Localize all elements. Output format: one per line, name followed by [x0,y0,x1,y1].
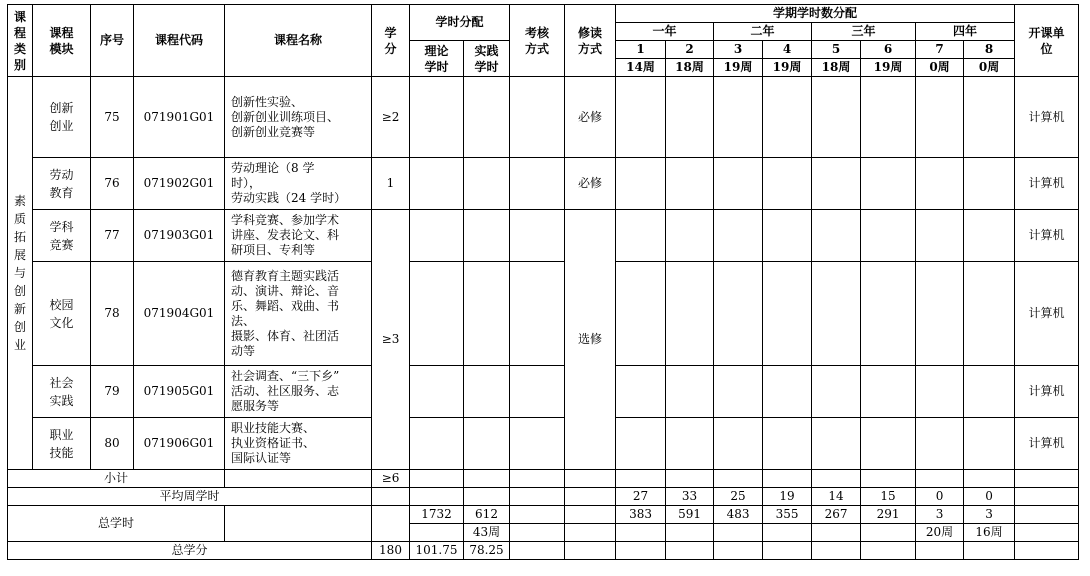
practice-hours-cell [464,418,510,470]
semester-hours-cell [616,418,666,470]
total-credit-value: 180 [372,542,410,560]
curriculum-table [7,4,1079,560]
seq-cell: 75 [91,77,134,158]
header-semester-dist: 学期学时数分配 [616,5,1015,23]
semester-hours-cell [763,77,812,158]
total-credit-empty-cell [565,542,616,560]
avg-weekly-value: 25 [714,488,763,506]
header-hours-dist: 学时分配 [410,5,510,41]
course-name-line: 时）， [231,176,262,190]
header-semester-8: 8 [964,41,1015,59]
semester-hours-cell [861,418,916,470]
total-credit-empty-cell [861,542,916,560]
total-weeks-value [616,524,666,542]
header-weeks-8: 0周 [964,59,1015,77]
semester-hours-cell [714,77,763,158]
theory-hours-cell [410,77,464,158]
dept-cell: 计算机 [1015,77,1079,158]
total-hours-value: 483 [714,506,763,524]
semester-hours-cell [763,158,812,210]
avg-weekly-empty-cell [372,488,410,506]
practice-hours-cell [464,262,510,366]
course-row [8,366,1079,418]
semester-hours-cell [964,262,1015,366]
semester-hours-cell [666,418,714,470]
semester-hours-cell [812,366,861,418]
practice-hours-cell [464,366,510,418]
semester-hours-cell [861,158,916,210]
semester-hours-cell [666,262,714,366]
seq-cell: 76 [91,158,134,210]
assessment-cell [510,418,565,470]
header-year-3: 三年 [812,23,916,41]
module-cell: 社会实践 [33,366,91,418]
header-weeks-5: 18周 [812,59,861,77]
subtotal-empty-cell [616,470,666,488]
header-semester-7: 7 [916,41,964,59]
header-practice-hours: 实践学时 [464,41,510,77]
total-hours-value: 267 [812,506,861,524]
total-practice-weeks: 43周 [464,524,510,542]
dept-cell: 计算机 [1015,366,1079,418]
module-cell: 校园文化 [33,262,91,366]
semester-hours-cell [964,418,1015,470]
code-cell: 071902G01 [134,158,225,210]
subtotal-empty-cell [964,470,1015,488]
subtotal-empty-cell [410,470,464,488]
avg-weekly-value: 33 [666,488,714,506]
seq-cell: 79 [91,366,134,418]
seq-cell: 77 [91,210,134,262]
total-credit-empty-cell [964,542,1015,560]
header-code: 课程代码 [134,5,225,77]
course-name-line: 动等 [231,343,256,358]
header-semester-6: 6 [861,41,916,59]
header-category: 课程类别 [8,5,33,77]
semester-hours-cell [812,262,861,366]
total-hours-value: 383 [616,506,666,524]
code-cell: 071905G01 [134,366,225,418]
course-name-line: 学科竞赛、参加学术 [231,213,340,227]
total-hours-dept-cell [1015,506,1079,524]
semester-hours-cell [916,262,964,366]
course-name-cell [225,210,372,262]
avg-weekly-value: 19 [763,488,812,506]
header-dept: 开课单位 [1015,5,1079,77]
header-semester-4: 4 [763,41,812,59]
avg-weekly-value: 27 [616,488,666,506]
total-hours-empty-cell [510,524,565,542]
total-credit-empty-cell [616,542,666,560]
header-weeks-3: 19周 [714,59,763,77]
semester-hours-cell [763,366,812,418]
practice-hours-cell [464,210,510,262]
course-name-cell [225,262,372,366]
semester-hours-cell [666,366,714,418]
course-name-line: 执业资格证书、 [231,436,316,450]
course-name-cell [225,77,372,158]
total-weeks-value: 16周 [964,524,1015,542]
dept-cell: 计算机 [1015,158,1079,210]
course-name-line: 动、演讲、辩论、音 [231,283,340,298]
subtotal-empty-cell [714,470,763,488]
assessment-cell [510,77,565,158]
header-weeks-7: 0周 [916,59,964,77]
assessment-cell [510,210,565,262]
total-weeks-value [861,524,916,542]
header-assessment: 考核方式 [510,5,565,77]
module-cell: 劳动教育 [33,158,91,210]
header-credit: 学分 [372,5,410,77]
header-weeks-4: 19周 [763,59,812,77]
header-semester-5: 5 [812,41,861,59]
seq-cell: 80 [91,418,134,470]
semester-hours-cell [916,418,964,470]
course-row [8,262,1079,366]
total-hours-value: 591 [666,506,714,524]
course-name-line: 创新创业竞赛等 [231,124,316,139]
semester-hours-cell [861,366,916,418]
total-hours-dept-cell [1015,524,1079,542]
study-mode-cell: 必修 [565,158,616,210]
subtotal-empty-cell [510,470,565,488]
avg-weekly-value: 14 [812,488,861,506]
avg-weekly-empty-cell [510,488,565,506]
theory-hours-cell [410,262,464,366]
semester-hours-cell [666,210,714,262]
total-weeks-value [666,524,714,542]
semester-hours-cell [616,366,666,418]
subtotal-empty-cell [1015,470,1079,488]
subtotal-empty-cell [666,470,714,488]
semester-hours-cell [861,210,916,262]
total-weeks-value [714,524,763,542]
curriculum-table-wrapper [7,4,1079,560]
course-name-line: 职业技能大赛、 [231,421,316,435]
semester-hours-cell [714,418,763,470]
header-semester-3: 3 [714,41,763,59]
total-credit-empty-cell [1015,542,1079,560]
subtotal-empty-cell [763,470,812,488]
avg-weekly-empty-cell [464,488,510,506]
subtotal-credit: ≥6 [372,470,410,488]
total-credit-empty-cell [510,542,565,560]
subtotal-empty-cell [861,470,916,488]
header-row [8,5,1079,23]
subtotal-row [8,470,1079,488]
dept-cell: 计算机 [1015,418,1079,470]
seq-cell: 78 [91,262,134,366]
assessment-cell [510,158,565,210]
assessment-cell [510,366,565,418]
subtotal-empty-cell [565,470,616,488]
course-name-line: 劳动理论（8 学 [231,161,315,175]
semester-hours-cell [666,158,714,210]
theory-hours-cell [410,418,464,470]
theory-hours-cell [410,366,464,418]
total-credit-row [8,542,1079,560]
header-year-1: 一年 [616,23,714,41]
total-credit-empty-cell [916,542,964,560]
course-row [8,418,1079,470]
semester-hours-cell [763,210,812,262]
subtotal-empty-cell [812,470,861,488]
semester-hours-cell [916,77,964,158]
practice-hours-cell [464,158,510,210]
semester-hours-cell [763,418,812,470]
dept-cell: 计算机 [1015,262,1079,366]
total-hours-empty-cell [510,506,565,524]
course-name-line: 法、 [231,313,256,328]
semester-hours-cell [714,210,763,262]
course-name-cell [225,418,372,470]
total-credit-empty-cell [666,542,714,560]
course-name-line: 劳动实践（24 学时） [231,191,347,205]
semester-hours-cell [964,77,1015,158]
subtotal-empty-cell [464,470,510,488]
semester-hours-cell [964,366,1015,418]
study-mode-cell: 必修 [565,77,616,158]
avg-weekly-value: 0 [916,488,964,506]
semester-hours-cell [714,158,763,210]
semester-hours-cell [714,366,763,418]
total-hours-value: 3 [916,506,964,524]
course-name-line: 活动、社区服务、志 [231,384,340,398]
subtotal-empty-cell [916,470,964,488]
credit-cell-merged: ≥3 [372,210,410,470]
module-cell: 学科竞赛 [33,210,91,262]
semester-hours-cell [964,210,1015,262]
course-row [8,210,1079,262]
avg-weekly-empty-cell [410,488,464,506]
semester-hours-cell [916,210,964,262]
semester-hours-cell [616,77,666,158]
assessment-cell [510,262,565,366]
total-hours-row [8,506,1079,524]
total-hours-value: 3 [964,506,1015,524]
module-cell: 职业技能 [33,418,91,470]
header-year-2: 二年 [714,23,812,41]
total-hours-value: 291 [861,506,916,524]
course-name-cell [225,366,372,418]
total-hours-empty-cell [410,524,464,542]
credit-cell: 1 [372,158,410,210]
course-name-cell [225,158,372,210]
course-name-line: 德育教育主题实践活 [231,268,340,283]
course-name-line: 乐、舞蹈、戏曲、书 [231,298,340,313]
semester-hours-cell [714,262,763,366]
course-row [8,158,1079,210]
code-cell: 071906G01 [134,418,225,470]
total-hours-empty-cell [565,524,616,542]
course-name-line: 研项目、专利等 [231,243,316,257]
course-name-line: 创新性实验、 [231,94,304,109]
avg-weekly-label: 平均周学时 [8,488,372,506]
total-hours-blank [225,506,372,542]
total-credit-label: 总学分 [8,542,372,560]
header-theory-hours: 理论学时 [410,41,464,77]
header-weeks-6: 19周 [861,59,916,77]
total-hours-value: 355 [763,506,812,524]
semester-hours-cell [964,158,1015,210]
semester-hours-cell [616,262,666,366]
total-weeks-value: 20周 [916,524,964,542]
avg-weekly-empty-cell [565,488,616,506]
total-theory-hours: 1732 [410,506,464,524]
avg-weekly-value: 15 [861,488,916,506]
header-study-mode: 修读方式 [565,5,616,77]
dept-cell: 计算机 [1015,210,1079,262]
header-weeks-2: 18周 [666,59,714,77]
header-module: 课程模块 [33,5,91,77]
credit-cell: ≥2 [372,77,410,158]
semester-hours-cell [616,158,666,210]
module-cell: 创新创业 [33,77,91,158]
total-hours-label: 总学时 [8,506,225,542]
avg-weekly-dept-cell [1015,488,1079,506]
semester-hours-cell [763,262,812,366]
semester-hours-cell [861,262,916,366]
course-name-line: 愿服务等 [231,399,280,413]
semester-hours-cell [666,77,714,158]
total-credit-theory: 101.75 [410,542,464,560]
header-name: 课程名称 [225,5,372,77]
header-year-4: 四年 [916,23,1015,41]
header-seq: 序号 [91,5,134,77]
semester-hours-cell [916,366,964,418]
course-name-line: 讲座、发表论文、科 [231,228,340,242]
code-cell: 071904G01 [134,262,225,366]
total-credit-practice: 78.25 [464,542,510,560]
avg-weekly-value: 0 [964,488,1015,506]
semester-hours-cell [812,77,861,158]
semester-hours-cell [616,210,666,262]
subtotal-blank [225,470,372,488]
semester-hours-cell [916,158,964,210]
total-hours-empty-cell [565,506,616,524]
total-weeks-value [812,524,861,542]
course-name-line: 创新创业训练项目、 [231,109,340,124]
total-credit-empty-cell [714,542,763,560]
total-hours-credit-blank [372,506,410,542]
header-weeks-1: 14周 [616,59,666,77]
course-name-line: 国际认证等 [231,451,292,465]
theory-hours-cell [410,158,464,210]
semester-hours-cell [812,158,861,210]
header-semester-2: 2 [666,41,714,59]
total-practice-hours: 612 [464,506,510,524]
code-cell: 071901G01 [134,77,225,158]
avg-weekly-row [8,488,1079,506]
code-cell: 071903G01 [134,210,225,262]
semester-hours-cell [861,77,916,158]
theory-hours-cell [410,210,464,262]
header-semester-1: 1 [616,41,666,59]
semester-hours-cell [812,418,861,470]
course-name-line: 摄影、体育、社团活 [231,328,340,343]
study-mode-cell-merged: 选修 [565,210,616,470]
total-credit-empty-cell [812,542,861,560]
course-name-line: 社会调查、“三下乡” [231,369,340,383]
total-credit-empty-cell [763,542,812,560]
practice-hours-cell [464,77,510,158]
category-cell: 素质拓展与创新创业 [8,77,33,470]
subtotal-label: 小计 [8,470,225,488]
total-weeks-value [763,524,812,542]
course-row [8,77,1079,158]
semester-hours-cell [812,210,861,262]
